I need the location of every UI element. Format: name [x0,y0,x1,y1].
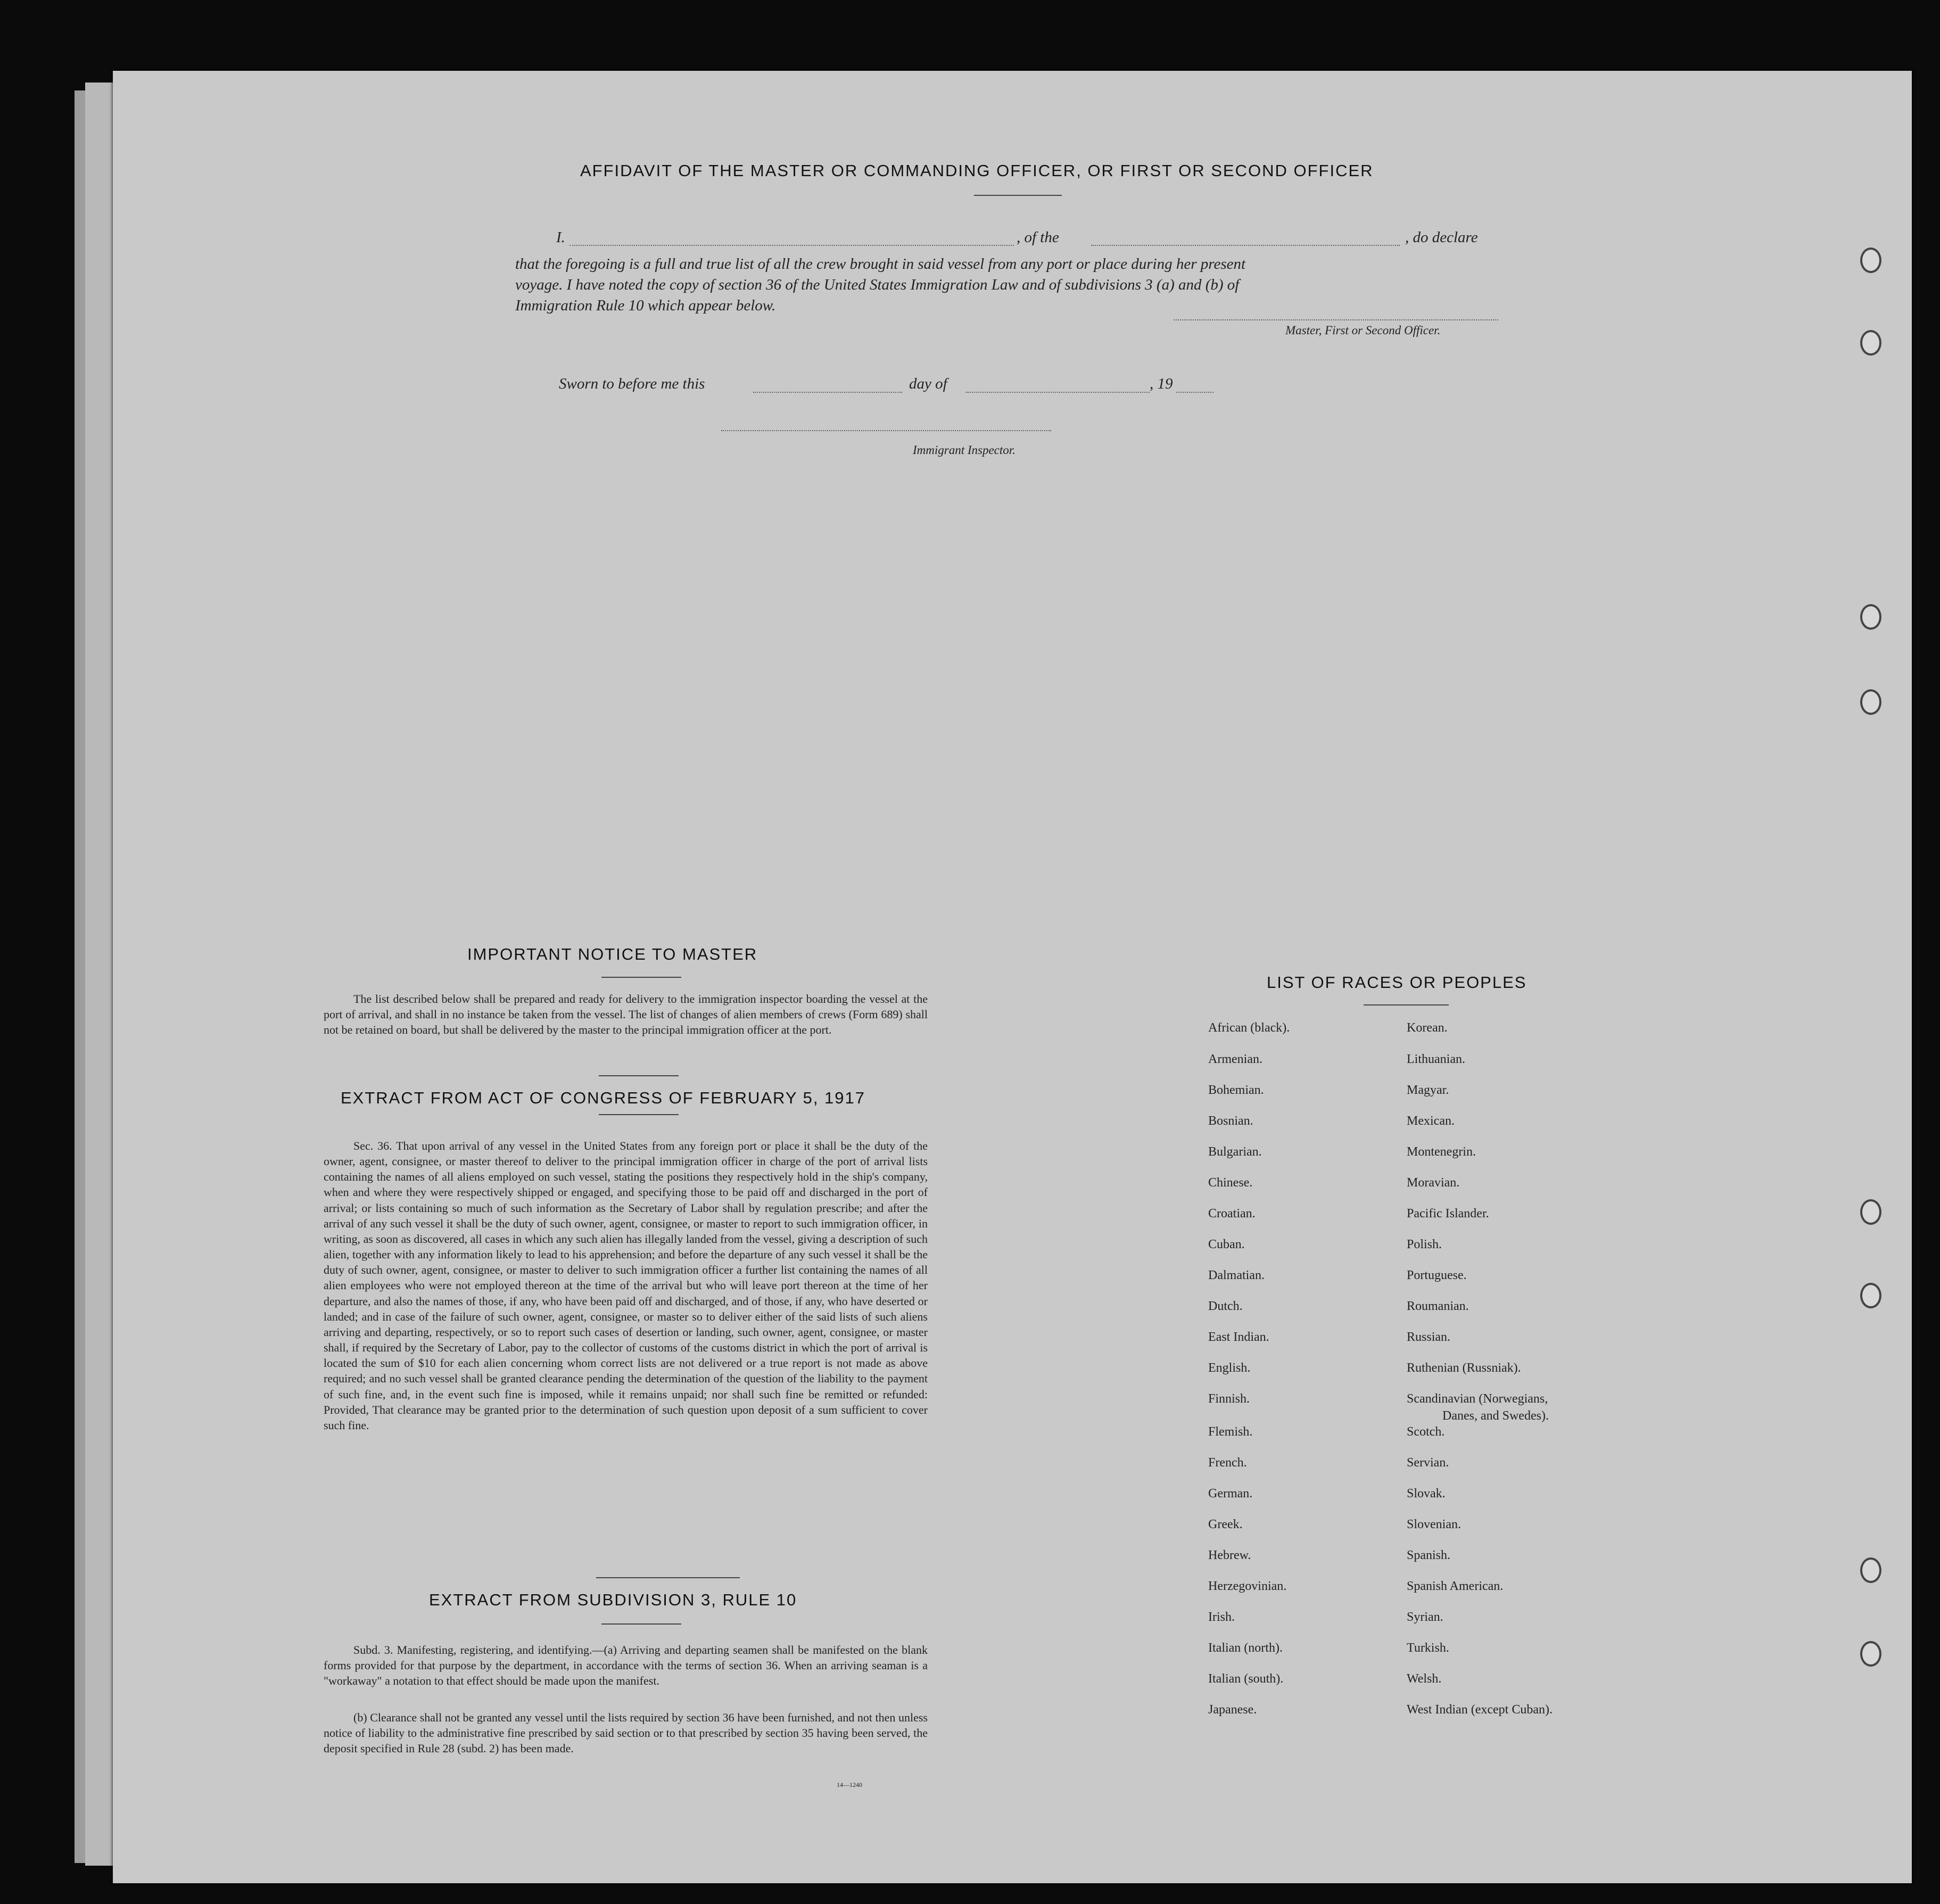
binder-hole [1860,248,1881,273]
race-item: Bulgarian. [1208,1145,1262,1159]
race-item: Cuban. [1208,1238,1245,1251]
affidavit-line-2: voyage. I have noted the copy of section 36 of the United States Immigration Law and of subdivisions 3 (a) and (b) of [515,276,1240,293]
act-text: Sec. 36. That upon arrival of any vessel in the United States from any foreign port or place it shall be the duty of the owner, agent, consignee, or master thereof to deliver to the principal immigration officer in charge of the port of arrival lists containing the names of all aliens employed on such vessel, stating the positions they respectively hold in the ship's company, when and where they were respectively shipped or engaged, and specifying those to be paid off and discharged in the port of arrival; or lists containing so much of such information as the Secretary of Labor shall by regulation prescribe; and after the arrival of any such vessel it shall be the duty of such owner, agent, consignee, or master to report to such immigration officer, in writing, as soon as discovered, all cases in which any such alien has illegally landed from the vessel, giving a description of such alien, together with any information likely to lead to his apprehension; and before the departure of any such vessel it shall be the duty of such owner, agent, consignee, or master to deliver to such immigration officer a further list containing the names of all alien employees who were not employed thereon at the time of the arrival but who will leave port thereon at the time of her departure, and also the names of those, if any, who have been paid off and discharged, and of those, if any, who have deserted or landed; and in case of the failure of such owner, agent, consignee, or master so to deliver either of the said lists of such aliens arriving and departing, respectively, or so to report such cases of desertion or landing, such owner, agent, consignee, or master shall, if required by the Secretary of Labor, pay to the collector of customs of the customs district in which the port of arrival is located the sum of $10 for each alien concerning whom correct lists are not delivered or a true report is not made as above required; and no such vessel shall be granted clearance pending the determination of the question of the liability to the payment of such fine, and, in the event such fine is imposed, while it remains unpaid; nor shall such fine be remitted or refunded: Provided, That clearance may be granted prior to the determination of such question upon deposit of a sum sufficient to cover such fine. [324,1139,928,1432]
sworn-text: Sworn to before me this [559,375,705,392]
race-item: Italian (south). [1208,1672,1284,1686]
race-item: Korean. [1407,1021,1448,1035]
rule-text-a: Subd. 3. Manifesting, registering, and identifying.—(a) Arriving and departing seamen shall be manifested on the blank forms provided for that purpose by the department, in accordance with the terms of section 36. When an arriving seaman is a "workaway" a notation to that effect should be made upon the manifest. [324,1643,928,1687]
vessel-field[interactable] [1091,245,1400,246]
race-item: Magyar. [1407,1083,1449,1097]
race-item: Portuguese. [1407,1268,1467,1282]
affidavit-line-3: Immigration Rule 10 which appear below. [515,297,776,314]
day-of-text: day of [909,375,947,392]
binder-hole [1860,330,1881,356]
race-item: Slovak. [1407,1487,1446,1501]
binder-hole [1860,689,1881,715]
race-item: Montenegrin. [1407,1145,1476,1159]
race-item: Scotch. [1407,1425,1445,1439]
race-item: Welsh. [1407,1672,1442,1686]
heading-rule [599,1075,679,1076]
race-item: Hebrew. [1208,1548,1251,1562]
race-item: Bosnian. [1208,1114,1253,1128]
affidavit-heading: AFFIDAVIT OF THE MASTER OR COMMANDING OFFICER, OR FIRST OR SECOND OFFICER [580,161,1374,180]
affidavit-i: I. [556,229,565,246]
race-item: Turkish. [1407,1641,1449,1655]
binder-hole [1860,1641,1881,1667]
master-signature-caption: Master, First or Second Officer. [1285,324,1441,337]
affidavit-do-declare: , do declare [1405,229,1478,246]
heading-rule [596,1577,740,1578]
race-item: Bohemian. [1208,1083,1264,1097]
race-item: Lithuanian. [1407,1052,1465,1066]
inspector-signature-line[interactable] [721,430,1051,431]
affidavit-of-the: , of the [1017,229,1059,246]
race-item: Russian. [1407,1330,1451,1344]
document-page [113,71,1912,1883]
form-number: 14—1240 [837,1781,862,1788]
race-item: Flemish. [1208,1425,1253,1439]
race-item: Scandinavian (Norwegians, [1407,1392,1548,1406]
race-item: Chinese. [1208,1176,1253,1190]
race-item: German. [1208,1487,1253,1501]
race-item: Syrian. [1407,1610,1443,1624]
paper-edge [85,83,117,1866]
race-item: Mexican. [1407,1114,1455,1128]
sworn-day-field[interactable] [753,392,902,393]
race-item: Dalmatian. [1208,1268,1265,1282]
heading-rule [599,1114,679,1115]
sworn-month-field[interactable] [966,392,1150,393]
rule-heading: EXTRACT FROM SUBDIVISION 3, RULE 10 [429,1590,797,1609]
race-item: Servian. [1407,1456,1449,1470]
binder-hole [1860,604,1881,630]
race-item-continuation: Danes, and Swedes). [1442,1409,1549,1423]
year-text: , 19 [1150,375,1173,392]
inspector-signature-caption: Immigrant Inspector. [913,443,1016,457]
heading-rule [601,1623,681,1625]
race-item: English. [1208,1361,1251,1375]
race-item: Italian (north). [1208,1641,1283,1655]
race-item: Croatian. [1208,1207,1256,1221]
binder-hole [1860,1557,1881,1583]
race-item: Dutch. [1208,1299,1243,1313]
race-item: East Indian. [1208,1330,1269,1344]
race-item: Spanish American. [1407,1579,1504,1593]
race-item: Japanese. [1208,1703,1257,1717]
affidavit-line-1: that the foregoing is a full and true list of all the crew brought in said vessel from any port or place during her present [515,255,1246,273]
race-item: West Indian (except Cuban). [1407,1703,1553,1717]
race-item: Armenian. [1208,1052,1262,1066]
act-heading: EXTRACT FROM ACT OF CONGRESS OF FEBRUARY 5, 1917 [341,1089,866,1107]
sworn-year-field[interactable] [1176,392,1213,393]
binder-hole [1860,1283,1881,1308]
race-item: African (black). [1208,1021,1290,1035]
race-item: Finnish. [1208,1392,1250,1406]
notice-text: The list described below shall be prepared and ready for delivery to the immigration inspector boarding the vessel at the port of arrival, and shall in no instance be taken from the vessel. The list of changes of alien members of crews (Form 689) shall not be retained on board, but shall be delivered by the master to the principal immigration officer at the port. [324,992,928,1036]
race-item: Ruthenian (Russniak). [1407,1361,1521,1375]
heading-rule [601,977,681,978]
binder-hole [1860,1199,1881,1225]
race-item: Spanish. [1407,1548,1451,1562]
race-item: Polish. [1407,1238,1442,1251]
race-item: Greek. [1208,1518,1243,1531]
race-item: Herzegovinian. [1208,1579,1287,1593]
races-heading: LIST OF RACES OR PEOPLES [1267,973,1527,992]
race-item: Slovenian. [1407,1518,1461,1531]
master-signature-line[interactable] [1174,319,1498,320]
race-item: Moravian. [1407,1176,1460,1190]
heading-rule [974,195,1062,196]
heading-rule [1364,1004,1449,1005]
rule-text-b: (b) Clearance shall not be granted any vessel until the lists required by section 36 have been furnished, and not then unless notice of liability to the administrative fine prescribed by said section or to that prescribed by section 35 having been served, the deposit specified in Rule 28 (subd. 2) has been made. [324,1711,928,1755]
race-item: Roumanian. [1407,1299,1469,1313]
notice-heading: IMPORTANT NOTICE TO MASTER [467,945,758,963]
name-field[interactable] [569,245,1014,246]
race-item: Pacific Islander. [1407,1207,1489,1221]
race-item: French. [1208,1456,1247,1470]
race-item: Irish. [1208,1610,1235,1624]
